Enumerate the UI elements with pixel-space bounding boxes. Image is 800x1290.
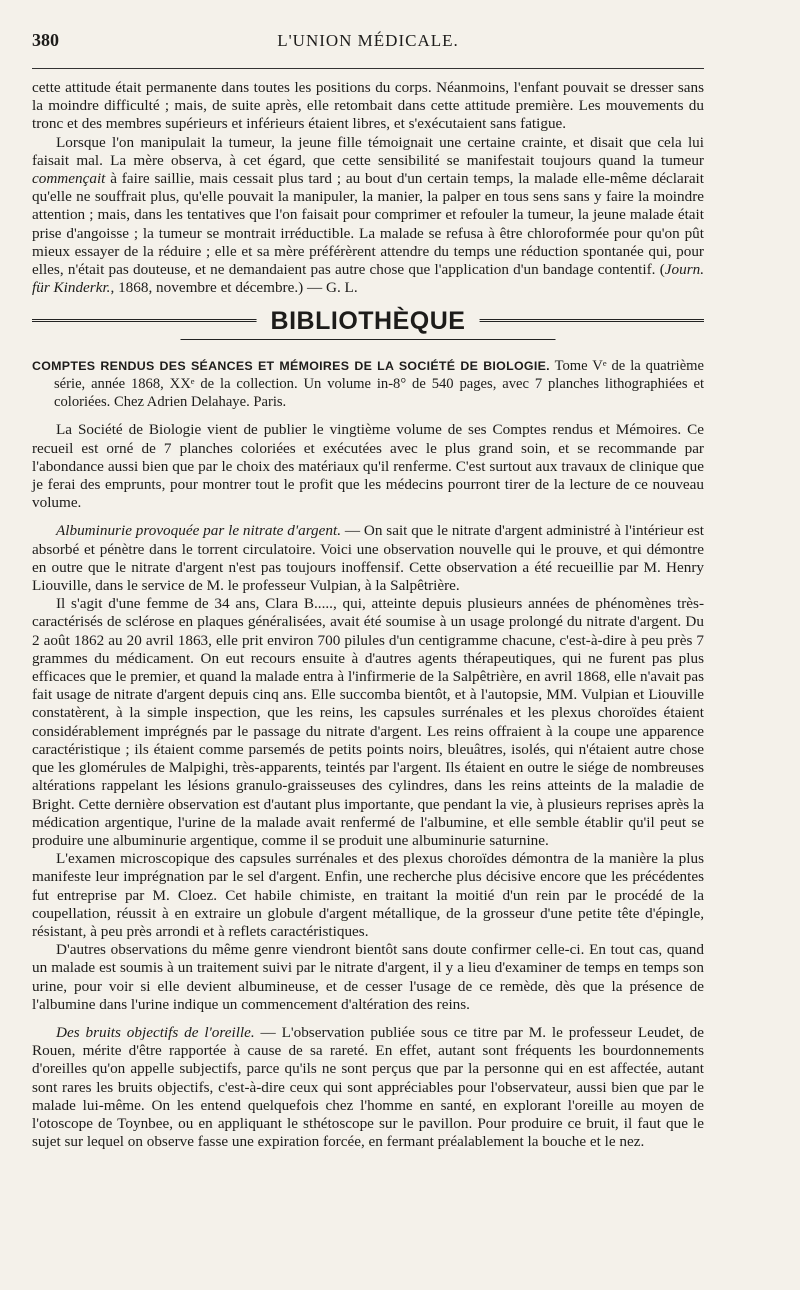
albuminuria-paragraph-4: D'autres observations du même genre viendront bientôt sans doute confirmer celle-ci. En tout cas, quand un malade est soumis à un traitement suivi par le nitrate d'argent, il y a lieu d'examiner de temps en temps son urine, pour voir si elle devient albumineuse, et de cesser l'usage de ce remède, dès que la présence de l'albumine dans l'urine indique un commencement d'altération des reins. <box>32 941 704 1013</box>
albuminuria-paragraph-1 <box>32 522 704 595</box>
review-heading <box>32 357 704 411</box>
text-segment: à faire saillie, mais cessait plus tard ; au bout d'un certain temps, la malade elle-même déclarait qu'elle ne souffrait plus, qu'elle pouvait la manipuler, la manier, la palper en tous sens sans y faire la moindre attention ; mais, dans les tentatives que l'on faisait pour comprimer et refouler la tumeur, la jeune malade était prise d'angoisse ; la tumeur se montrait irréductible. La malade se refusa à être chloroformée pour qu'on pût mieux essayer de la réduire ; elle et sa mère préférèrent attendre du temps une réduction spontanée qui, pour elles, n'était pas douteuse, et ne demandaient pas autre chose que l'application d'un bandage contentif. ( <box>32 170 704 279</box>
continued-paragraph-1: cette attitude était permanente dans toutes les positions du corps. Néanmoins, l'enfant pouvait se dresser sans la moindre difficulté ; mais, de suite après, elle retombait dans cette attitude première. Les mouvements du tronc et des membres supérieurs et inférieurs étaient libres, et s'exécutaient sans fatigue. <box>32 79 704 133</box>
spacer <box>32 1014 704 1024</box>
title-underline <box>181 339 556 340</box>
section-header <box>32 307 704 345</box>
review-heading-details: Tome Vᵉ de la quatrième série, année 1868, XXᵉ de la collection. Un volume in-8° de 540 pages, avec 7 planches lithographiées et coloriées. Chez Adrien Delahaye. Paris. <box>54 358 705 411</box>
text-segment: — On sait que le nitrate d'argent administré à l'intérieur est absorbé et pénètre dans le torrent circulatoire. Voici une observation nouvelle qui le prouve, et qui démontre en outre que le nitrate d'argent n'est pas toujours inoffensif. Cette observation a été recueillie par M. Henry Liouville, dans le service de M. le professeur Vulpian, à la Salpêtrière. <box>32 522 704 595</box>
continued-paragraph-2 <box>32 134 704 298</box>
journal-source: Journ. für Kinderkr. <box>32 261 704 297</box>
running-head <box>32 30 704 60</box>
text-segment: , 1868, novembre et décembre.) — G. L. <box>110 279 358 297</box>
journal-title: L'UNION MÉDICALE. <box>277 31 459 50</box>
text-segment: — L'observation publiée sous ce titre par M. le professeur Leudet, de Rouen, mérite d'être rapportée à cause de sa rareté. En effet, autant sont fréquents les bourdonnements d'oreilles qu'on appelle subjectifs, parce qu'ils ne sont perçus que par la personne qui en est affectée, autant sont rares les bruits objectifs, c'est-à-dire ceux qui sont appréciables pour l'observateur, aussi bien que par le malade lui-même. On les entend quelquefois chez l'homme en santé, en explorant l'oreille au moyen de l'otoscope de Toynbee, ou en appliquant le sthétoscope sur le pavillon. Pour produire ce bruit, il faut que le sujet sur lequel on observe fasse une expiration forcée, en fermant préalablement la bouche et le nez. <box>32 1023 704 1151</box>
spacer <box>32 411 704 421</box>
italic-word: commençait <box>32 170 106 188</box>
albuminuria-title: Albuminurie provoquée par le nitrate d'argent. <box>56 522 341 540</box>
albuminuria-paragraph-3: L'examen microscopique des capsules surrénales et des plexus choroïdes démontra de la manière la plus manifeste leur imprégnation par le sel d'argent. Enfin, une recherche plus décisive encore que les précédentes fut entreprise par M. Cloez. Cet habile chimiste, en traitant la moitié d'un rein par le procédé de la coupellation, réussit à en extraire un globule d'argent métallique, de la grosseur d'une petite tête d'épingle, résistant, à peu près arrondi et à reflets caractéristiques. <box>32 850 704 940</box>
albuminuria-paragraph-2: Il s'agit d'une femme de 34 ans, Clara B....., qui, atteinte depuis plusieurs années de phénomènes très-caractérisés de sclérose en plaques généralisées, avait été soumise à un usage prolongé du nitrate d'argent. Du 2 août 1862 au 20 avril 1863, elle prit environ 700 pilules d'un centigramme chacune, c'est-à-dire à peu près 7 grammes du médicament. On eut recours ensuite à d'autres agents thérapeutiques, qui ne furent pas plus efficaces que le premier, et quand la malade entra à l'infirmerie de la Salpêtrière, en avril 1868, elle n'avait pas fait usage de nitrate d'argent depuis cinq ans. Elle succomba bientôt, et à l'autopsie, MM. Vulpian et Liouville constatèrent, à la simple inspection, que les reins, les capsules surrénales et les plexus choroïdes étaient considérablement imprégnés par le passage du nitrate d'argent. Les reins offraient à la coupe une apparence caractéristique ; ils étaient comme parsemés de petits points noirs, bleuâtres, isolés, qui n'étaient autre chose que les glomérules de Malpighi, très-apparents, teintés par l'argent. Ils étaient en outre le siége de nombreuses altérations rappelant les lésions granulo-graisseuses des cylindres, dans les reins atteints de la maladie de Bright. Cette dernière observation est d'autant plus importante, que pendant la vie, à plusieurs reprises après la médication argentique, l'urine de la malade avait renfermé de l'albumine, et elle semble établir qu'il peut se produire une albuminurie argentique, comme il se produit une albuminurie saturnine. <box>32 595 704 849</box>
ear-noises-title: Des bruits objectifs de l'oreille. <box>56 1023 255 1041</box>
section-title: BIBLIOTHÈQUE <box>257 307 480 336</box>
review-intro: La Société de Biologie vient de publier le vingtième volume de ses Comptes rendus et Mémoires. Ce recueil est orné de 7 planches coloriées et exécutées avec le plus grand soin, et se recommande par l'abondance aussi bien que par le choix des matériaux qu'il renferme. C'est surtout aux travaux de clinique que je ferai des emprunts, pour montrer tout le profit que les médecins pourront tirer de la lecture de ce nouveau volume. <box>32 421 704 512</box>
header-rule <box>32 68 704 69</box>
page-number: 380 <box>32 30 59 50</box>
text-segment: Lorsque l'on manipulait la tumeur, la jeune fille témoignait une certaine crainte, et disait que cela lui faisait mal. La mère observa, à cet égard, que cette sensibilité se manifestait toujours quand la tumeur <box>32 133 704 169</box>
ear-noises-paragraph <box>32 1024 704 1151</box>
review-heading-caps: COMPTES RENDUS DES SÉANCES ET MÉMOIRES DE LA SOCIÉTÉ DE BIOLOGIE. <box>32 359 550 374</box>
spacer <box>32 512 704 522</box>
